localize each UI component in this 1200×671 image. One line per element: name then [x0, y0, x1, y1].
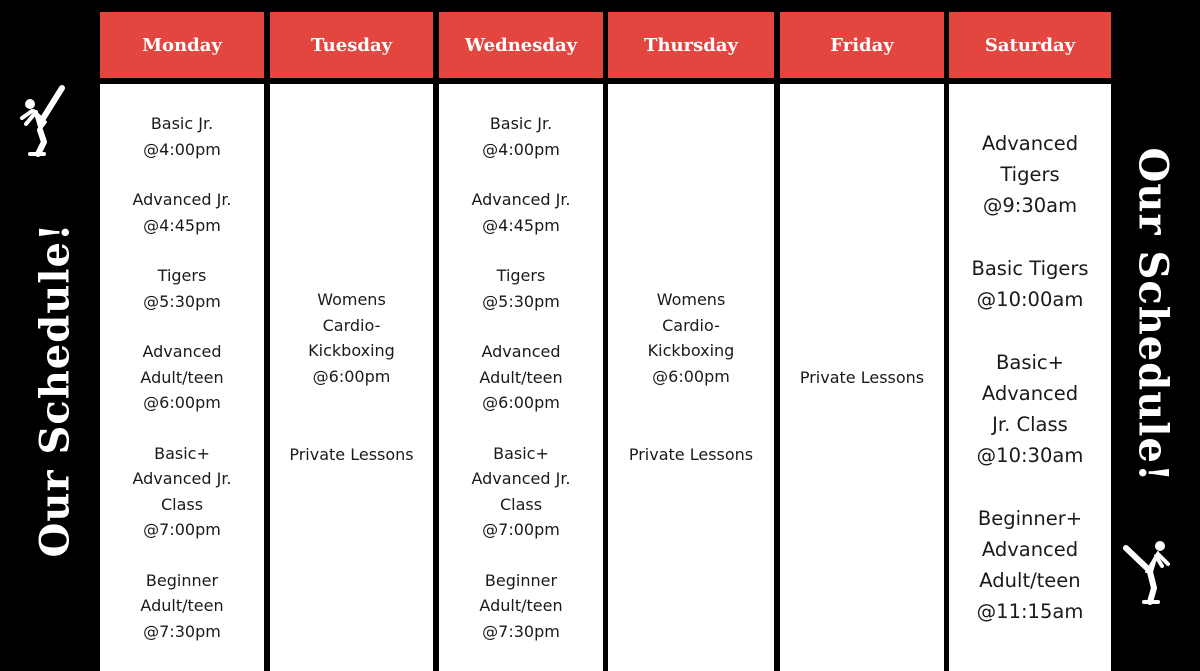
day-header-friday: Friday	[780, 12, 944, 78]
class-entry: Tigers @5:30pm	[143, 266, 221, 311]
day-header-thursday: Thursday	[608, 12, 774, 78]
class-entry: Advanced Adult/teen @6:00pm	[479, 342, 563, 412]
class-entry: Private Lessons	[289, 445, 414, 465]
class-entry: Womens Cardio- Kickboxing @6:00pm	[647, 290, 735, 386]
class-entry: Private Lessons	[799, 367, 925, 387]
schedule-column-saturday	[949, 84, 1111, 671]
day-header-monday: Monday	[100, 12, 264, 78]
class-entry: Womens Cardio- Kickboxing @6:00pm	[308, 290, 395, 386]
side-title-right: Our Schedule!	[1129, 147, 1177, 483]
class-entry: Advanced Tigers @9:30am	[981, 132, 1079, 217]
schedule-column-monday	[100, 84, 264, 671]
class-entry: Basic+ Advanced Jr. Class @7:00pm	[132, 443, 232, 539]
day-header-wednesday: Wednesday	[439, 12, 603, 78]
class-entry: Basic Jr. @4:00pm	[143, 114, 221, 159]
day-header-tuesday: Tuesday	[270, 12, 433, 78]
class-entry: Beginner Adult/teen @7:30pm	[479, 570, 563, 641]
class-entry: Tigers @5:30pm	[482, 266, 560, 311]
class-entry: Beginner+ Advanced Adult/teen @11:15am	[976, 507, 1084, 623]
class-entry: Basic Jr. @4:00pm	[482, 114, 560, 159]
side-title-left: Our Schedule!	[31, 222, 79, 558]
karate-kick-icon	[1122, 530, 1172, 608]
class-entry: Basic Tigers @10:00am	[971, 257, 1089, 311]
class-entry: Advanced Jr. @4:45pm	[132, 190, 232, 235]
class-entry: Advanced Adult/teen @6:00pm	[140, 342, 224, 412]
day-header-saturday: Saturday	[949, 12, 1111, 78]
class-entry: Advanced Jr. @4:45pm	[471, 190, 571, 235]
karate-kick-icon	[18, 80, 68, 158]
class-entry: Basic+ Advanced Jr. Class @7:00pm	[471, 443, 571, 539]
class-entry: Basic+ Advanced Jr. Class @10:30am	[976, 351, 1084, 467]
class-entry: Private Lessons	[628, 445, 754, 465]
schedule-column-tuesday	[270, 84, 433, 671]
class-entry: Beginner Adult/teen @7:30pm	[140, 570, 224, 641]
schedule-column-wednesday	[439, 84, 603, 671]
schedule-column-friday	[780, 84, 944, 671]
schedule-column-thursday	[608, 84, 774, 671]
